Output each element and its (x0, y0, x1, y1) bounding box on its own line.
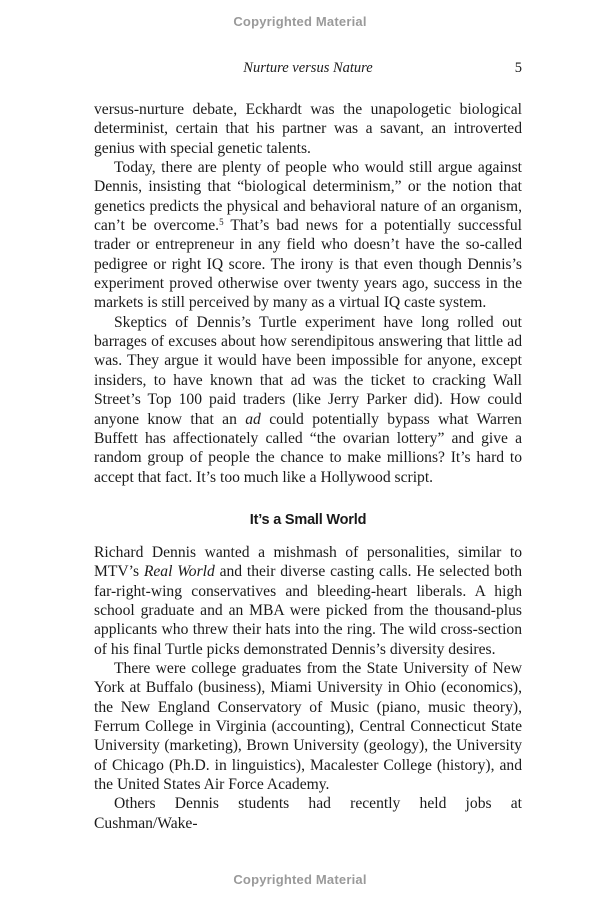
body-text (94, 100, 522, 487)
section-heading: It’s a Small World (249, 512, 367, 528)
running-title: Nurture versus Nature (243, 60, 373, 76)
section-paragraph-1 (94, 543, 522, 659)
watermark-top: Copyrighted Material (233, 14, 367, 29)
running-head (94, 60, 522, 80)
section-paragraph-1-emphasis: Real World (143, 563, 215, 581)
paragraph-2 (94, 158, 522, 313)
section-paragraph-1-part-b: and their diverse casting calls. He selected both far-right-wing conservatives and bleeding-heart liberals. A high school graduate and an MBA were picked from the thousand-plus applicants who threw their hats into the ring. The wild cross-section of his final Turtle picks demonstrated Dennis’s diversity desires. (94, 563, 523, 658)
watermark-bottom: Copyrighted Material (233, 872, 367, 887)
section-paragraph-1-part-a: Richard Dennis wanted a mishmash of personalities, similar to MTV’s (94, 544, 522, 581)
section-body (94, 543, 522, 833)
paragraph-3-part-b: could potentially bypass what Warren Buffett has affectionately called “the ovarian lottery” and give a random group of people the chance to make millions? It’s hard to accept that fact. It’s too much like a Hollywood script. (94, 410, 522, 486)
section-paragraph-3: Others Dennis students had recently held jobs at Cushman/Wake- (94, 795, 522, 832)
page-number: 5 (514, 60, 522, 76)
paragraph-3 (94, 313, 522, 487)
paragraph-2-tail: That’s bad news for a potentially successful trader or entrepreneur in any field who doesn’t have the so-called pedigree or right IQ score. The irony is that even though Dennis’s experiment proved otherwise over twenty years ago, success in the markets is still perceived by many as a virtual IQ caste system. (94, 217, 522, 312)
paragraph-2-text: Today, there are plenty of people who would still argue against Dennis, insisting that “biological determinism,” or the notion that genetics predicts the physical and behavioral nature of an organism, can’t be overcome. (94, 159, 522, 235)
paragraph-3-emphasis: ad (245, 410, 261, 428)
footnote-marker: 5 (219, 217, 224, 228)
section-paragraph-2: There were college graduates from the State University of New York at Buffalo (business), Miami University in Ohio (economics), the New England Conservatory of Music (piano, music theory), Ferrum College in Virginia (accounting), Central Connecticut State University (marketing), Brown University (geology), the University of Chicago (Ph.D. in linguistics), Macalester College (history), and the United States Air Force Academy. (94, 660, 522, 794)
paragraph-3-part-a: Skeptics of Dennis’s Turtle experiment have long rolled out barrages of excuses about how serendipitous answering that little ad was. They argue it would have been impossible for anyone, except insiders, to have known that ad was the ticket to cracking Wall Street’s Top 100 paid traders (like Jerry Parker did). How could anyone know that an (94, 313, 522, 428)
paragraph-1: versus-nurture debate, Eckhardt was the unapologetic biological determinist, certain that his partner was a savant, an introverted genius with special genetic talents. (94, 101, 522, 157)
